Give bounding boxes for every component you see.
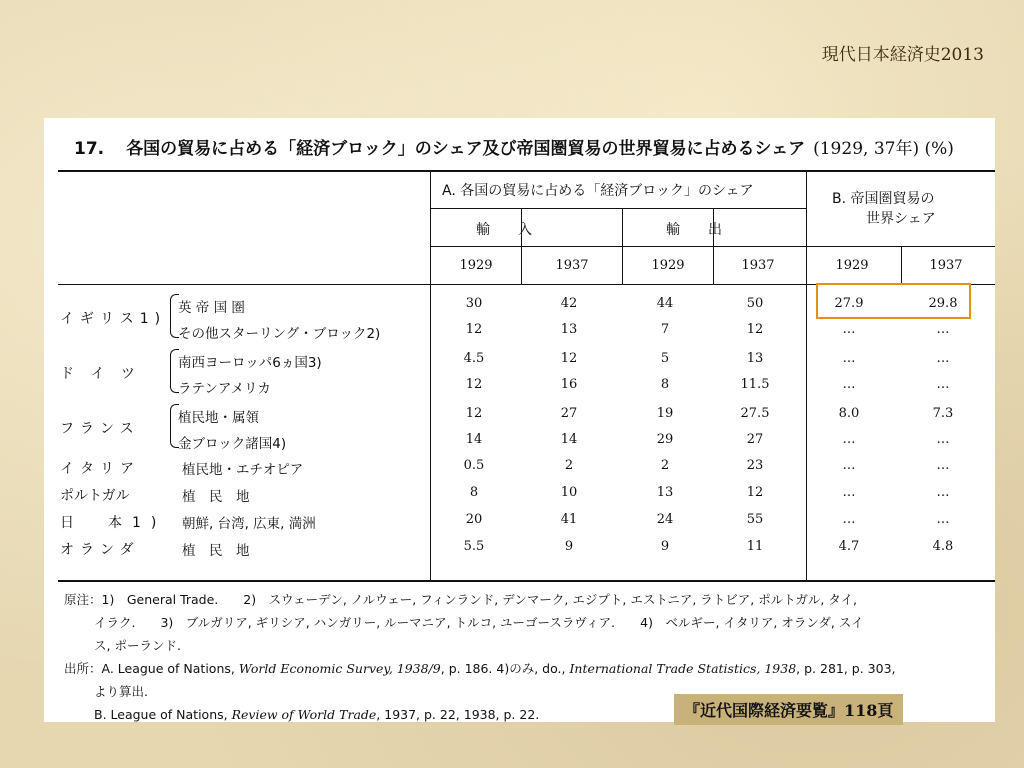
table-cell: 27.5	[740, 406, 770, 421]
table-cell: 0.5	[463, 458, 485, 473]
note-line: 原注：1) General Trade. 2) スウェーデン, ノルウェー, フィンランド, デンマーク, エジプト, エストニア, ラトビア, ポルトガル, タイ,	[64, 592, 858, 607]
table-cell: …	[842, 432, 856, 447]
country-label: ド イ ツ	[60, 366, 141, 382]
year-header: 1929	[459, 258, 493, 273]
source-line: より算出.	[94, 684, 148, 699]
table-cell: …	[842, 377, 856, 392]
table-cell: 14	[560, 432, 578, 447]
table-cell: 42	[560, 296, 578, 311]
table-cell: …	[936, 432, 950, 447]
table-cell: 27.9	[834, 296, 864, 311]
table-cell: …	[936, 458, 950, 473]
divider	[430, 171, 431, 580]
country-label: イタリア	[60, 461, 140, 477]
table-cell: …	[842, 512, 856, 527]
table-cell: 20	[465, 512, 483, 527]
divider	[901, 246, 902, 284]
source-line: B. League of Nations, Review of World Trade, 1937, p. 22, 1938, p. 22.	[94, 707, 540, 722]
table-cell: 9	[660, 539, 670, 554]
bloc-label: 朝鮮, 台湾, 広東, 満洲	[182, 516, 316, 532]
table-cell: …	[842, 485, 856, 500]
country-label: イギリス1)	[60, 311, 167, 327]
table-cell: 27	[560, 406, 578, 421]
table-title-text: 各国の貿易に占める「経済ブロック」のシェア及び帝国圏貿易の世界貿易に占めるシェア	[126, 139, 806, 159]
bloc-label: 英 帝 国 圏	[178, 300, 245, 316]
table-title	[74, 134, 954, 159]
table-cell: 8	[469, 485, 479, 500]
divider	[430, 208, 806, 209]
note-line: ス, ポーランド.	[94, 638, 181, 653]
table-cell: 16	[560, 377, 578, 392]
country-label: オランダ	[60, 542, 140, 558]
bloc-label: 金ブロック諸国4)	[178, 436, 287, 452]
table-cell: 19	[656, 406, 674, 421]
country-label: フランス	[60, 421, 140, 437]
table-cell: 12	[465, 406, 483, 421]
document-scan	[44, 118, 995, 722]
table-cell: 23	[746, 458, 764, 473]
highlight-box	[816, 283, 971, 319]
year-header: 1937	[929, 258, 963, 273]
table-cell: 11	[746, 539, 764, 554]
table-cell: 8	[660, 377, 670, 392]
table-cell: 55	[746, 512, 764, 527]
table-cell: 24	[656, 512, 674, 527]
table-cell: 11.5	[740, 377, 770, 392]
slide-title: 現代日本経済史2013	[821, 45, 984, 65]
table-cell: …	[936, 351, 950, 366]
table-cell: …	[842, 458, 856, 473]
table-bottom-rule	[58, 580, 995, 582]
source-line: 出所：A. League of Nations, World Economic Survey, 1938/9, p. 186. 4)のみ, do., International Trade Statistics, 1938, p. 281, p. 303,	[64, 661, 896, 676]
year-header: 1929	[651, 258, 685, 273]
bloc-label: 植 民 地	[182, 543, 250, 559]
table-cell: 2	[564, 458, 574, 473]
year-header: 1937	[741, 258, 775, 273]
table-cell: 12	[560, 351, 578, 366]
table-cell: 4.8	[932, 539, 954, 554]
table-cell: 5.5	[463, 539, 485, 554]
table-cell: 7	[660, 322, 670, 337]
bloc-label: その他スターリング・ブロック2)	[178, 326, 381, 342]
table-cell: 4.7	[838, 539, 860, 554]
section-b-header-line2: 世界シェア	[866, 211, 936, 227]
table-cell: 30	[465, 296, 483, 311]
imports-header: 輸 入	[476, 222, 532, 238]
table-cell: 4.5	[463, 351, 485, 366]
table-cell: 9	[564, 539, 574, 554]
bloc-label: 植民地・属領	[178, 410, 259, 426]
table-cell: …	[842, 351, 856, 366]
table-cell: 12	[746, 322, 764, 337]
bloc-label: 南西ヨーロッパ6ヵ国3)	[178, 355, 322, 371]
table-top-rule	[58, 170, 995, 172]
table-cell: 5	[660, 351, 670, 366]
section-b-header: B. 帝国圏貿易の	[832, 191, 935, 207]
table-cell: …	[842, 322, 856, 337]
note-line: イラク. 3) ブルガリア, ギリシア, ハンガリー, ルーマニア, トルコ, ユーゴースラヴィア. 4) ベルギー, イタリア, オランダ, スイ	[94, 615, 864, 630]
table-cell: 12	[465, 322, 483, 337]
table-cell: 12	[746, 485, 764, 500]
year-header: 1937	[555, 258, 589, 273]
year-header: 1929	[835, 258, 869, 273]
bloc-label: ラテンアメリカ	[178, 381, 271, 397]
table-cell: 29.8	[928, 296, 958, 311]
table-cell: 50	[746, 296, 764, 311]
table-cell: …	[936, 512, 950, 527]
country-label: 日 本1)	[60, 515, 167, 531]
table-cell: 29	[656, 432, 674, 447]
country-label: ポルトガル	[60, 488, 130, 504]
table-cell: 10	[560, 485, 578, 500]
bloc-label: 植民地・エチオピア	[182, 462, 304, 478]
table-cell: 13	[560, 322, 578, 337]
table-cell: 12	[465, 377, 483, 392]
table-cell: 27	[746, 432, 764, 447]
table-cell: 8.0	[838, 406, 860, 421]
table-cell: 7.3	[932, 406, 954, 421]
table-number: 17.	[74, 139, 105, 159]
bloc-label: 植 民 地	[182, 489, 250, 505]
exports-header: 輸 出	[666, 222, 722, 238]
table-cell: …	[936, 377, 950, 392]
divider	[622, 208, 623, 284]
table-cell: 14	[465, 432, 483, 447]
table-cell: 13	[656, 485, 674, 500]
divider	[806, 171, 807, 580]
section-a-header: A. 各国の貿易に占める「経済ブロック」のシェア	[442, 183, 754, 199]
table-cell: 41	[560, 512, 578, 527]
table-years-unit: (1929, 37年) (%)	[813, 139, 954, 159]
source-badge: 『近代国際経済要覧』118頁	[674, 694, 903, 725]
table-cell: 44	[656, 296, 674, 311]
table-cell: …	[936, 322, 950, 337]
table-cell: 2	[660, 458, 670, 473]
table-cell: 13	[746, 351, 764, 366]
table-cell: …	[936, 485, 950, 500]
